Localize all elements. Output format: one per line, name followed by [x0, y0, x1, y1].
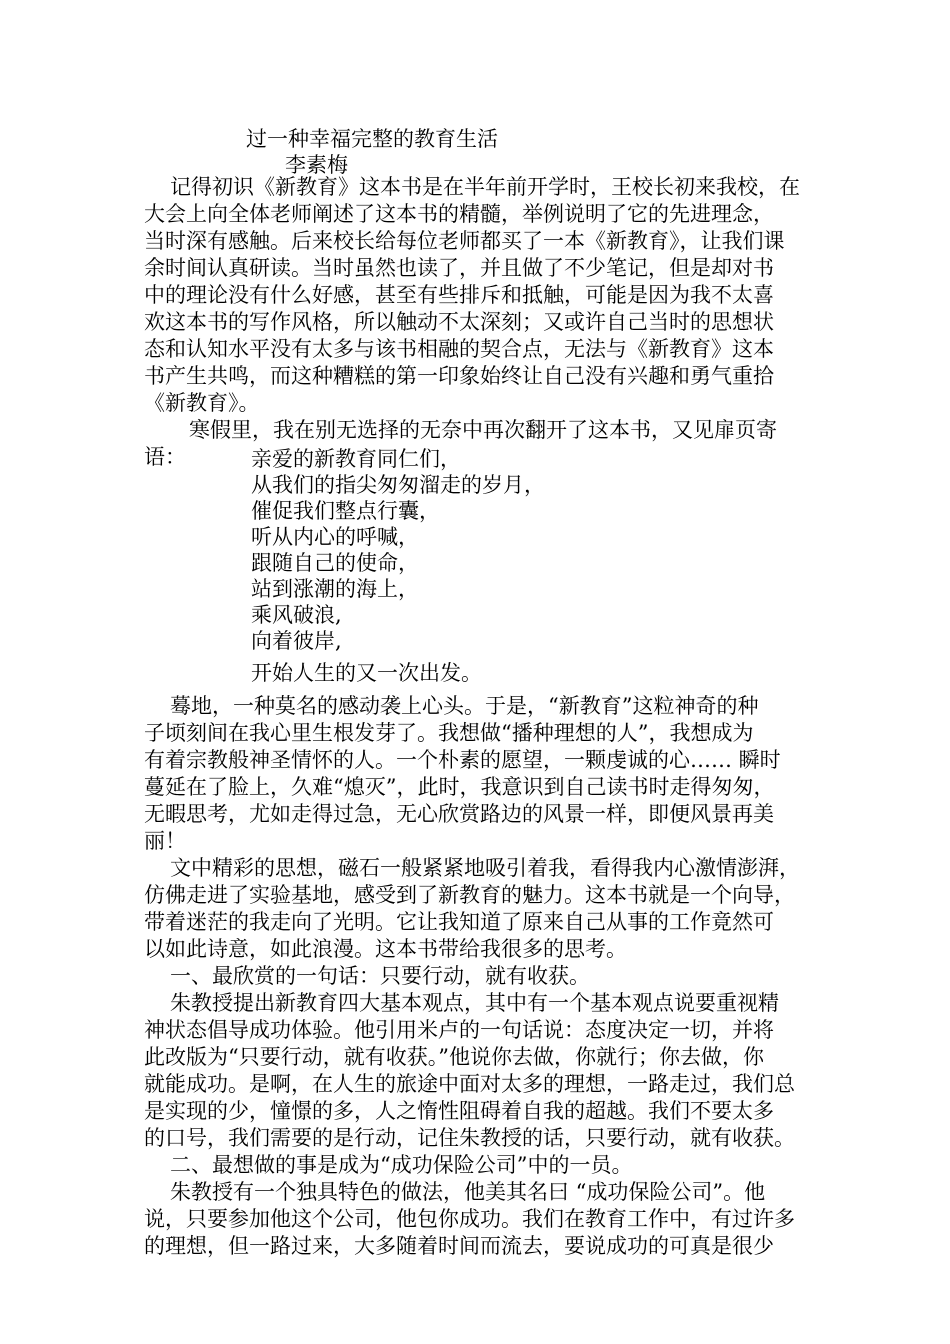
- section-heading-1: 一、最欣赏的一句话：只要行动，就有收获。: [170, 964, 590, 988]
- poem-line: 听从内心的呼喊，: [251, 525, 419, 549]
- poem-block: [251, 446, 545, 654]
- para4-line: 文中精彩的思想，磁石一般紧紧地吸引着我，看得我内心激情澎湃，: [170, 856, 800, 880]
- para3-line: 丽！: [144, 829, 186, 853]
- para6-line: 的理想，但一路过来，大多随着时间而流去，要说成功的可真是很少: [144, 1234, 774, 1258]
- para2-line: 寒假里，我在别无选择的无奈中再次翻开了这本书，又见扉页寄: [189, 418, 777, 442]
- para6-line: 朱教授有一个独具特色的做法，他美其名曰 “成功保险公司”。他: [170, 1180, 766, 1204]
- poem-line: 亲爱的新教育同仁们，: [251, 447, 461, 471]
- para3-line: 子顷刻间在我心里生根发芽了。我想做“播种理想的人”，我想成为: [144, 721, 754, 745]
- para1-line: 中的理论没有什么好感，甚至有些排斥和抵触，可能是因为我不太喜: [144, 283, 774, 307]
- poem-line: 跟随自己的使命，: [251, 551, 419, 575]
- para3-line: 蔓延在了脸上，久难“熄灭”，此时，我意识到自己读书时走得匆匆，: [144, 775, 775, 799]
- para3-line: 有着宗教般神圣情怀的人。一个朴素的愿望，一颗虔诚的心…… 瞬时: [144, 748, 781, 772]
- para6-line: 说，只要参加他这个公司，他包你成功。我们在教育工作中，有过许多: [144, 1207, 795, 1231]
- para5-line: 神状态倡导成功体验。他引用米卢的一句话说：态度决定一切，并将: [144, 1018, 774, 1042]
- para5-line: 就能成功。是啊，在人生的旅途中面对太多的理想，一路走过，我们总: [144, 1072, 795, 1096]
- para1-line: 余时间认真研读。当时虽然也读了，并且做了不少笔记，但是却对书: [144, 256, 774, 280]
- para3-line: 无暇思考，尤如走得过急，无心欣赏路边的风景一样，即便风景再美: [144, 802, 774, 826]
- body-section-1: [144, 174, 816, 471]
- para4-line: 仿佛走进了实验基地，感受到了新教育的魅力。这本书就是一个向导，: [144, 883, 795, 907]
- poem-line: 催促我们整点行囊，: [251, 499, 440, 523]
- poem-line: 从我们的指尖匆匆溜走的岁月，: [251, 473, 545, 497]
- para1-line: 记得初识《新教育》这本书是在半年前开学时，王校长初来我校，在: [170, 175, 800, 199]
- poem-line: 乘风破浪,: [251, 603, 342, 627]
- para5-line: 是实现的少，憧憬的多，人之惰性阻碍着自我的超越。我们不要太多: [144, 1099, 774, 1123]
- para1-line: 欢这本书的写作风格，所以触动不太深刻；又或许自己当时的思想状: [144, 310, 774, 334]
- para1-line: 当时深有感触。后来校长给每位老师都买了一本《新教育》，让我们课: [144, 229, 785, 253]
- para1-line: 《新教育》。: [144, 391, 260, 415]
- para2-line: 语：: [144, 445, 186, 469]
- para3-line: 蓦地，一种莫名的感动袭上心头。于是，“新教育”这粒神奇的种: [170, 694, 759, 718]
- para1-line: 书产生共鸣，而这种糟糕的第一印象始终让自己没有兴趣和勇气重拾: [144, 364, 774, 388]
- para1-line: 态和认知水平没有太多与该书相融的契合点，无法与《新教育》这本: [144, 337, 774, 361]
- poem-last-line: 开始人生的又一次出发。: [251, 661, 482, 685]
- body-section-2: [144, 693, 800, 1260]
- section-heading-2: 二、最想做的事是成为“成功保险公司”中的一员。: [170, 1153, 633, 1177]
- para5-line: 的口号，我们需要的是行动，记住朱教授的话，只要行动，就有收获。: [144, 1126, 795, 1150]
- para4-line: 以如此诗意，如此浪漫。这本书带给我很多的思考。: [144, 937, 627, 961]
- document-title: 过一种幸福完整的教育生活: [246, 127, 498, 151]
- para5-line: 此改版为“只要行动，就有收获。”他说你去做，你就行；你去做，你: [144, 1045, 764, 1069]
- document-author: 李素梅: [285, 153, 348, 177]
- para4-line: 带着迷茫的我走向了光明。它让我知道了原来自己从事的工作竟然可: [144, 910, 774, 934]
- para5-line: 朱教授提出新教育四大基本观点，其中有一个基本观点说要重视精: [170, 991, 779, 1015]
- poem-line: 向着彼岸,: [251, 629, 342, 653]
- poem-line: 站到涨潮的海上，: [251, 577, 419, 601]
- para1-line: 大会上向全体老师阐述了这本书的精髓，举例说明了它的先进理念，: [144, 202, 774, 226]
